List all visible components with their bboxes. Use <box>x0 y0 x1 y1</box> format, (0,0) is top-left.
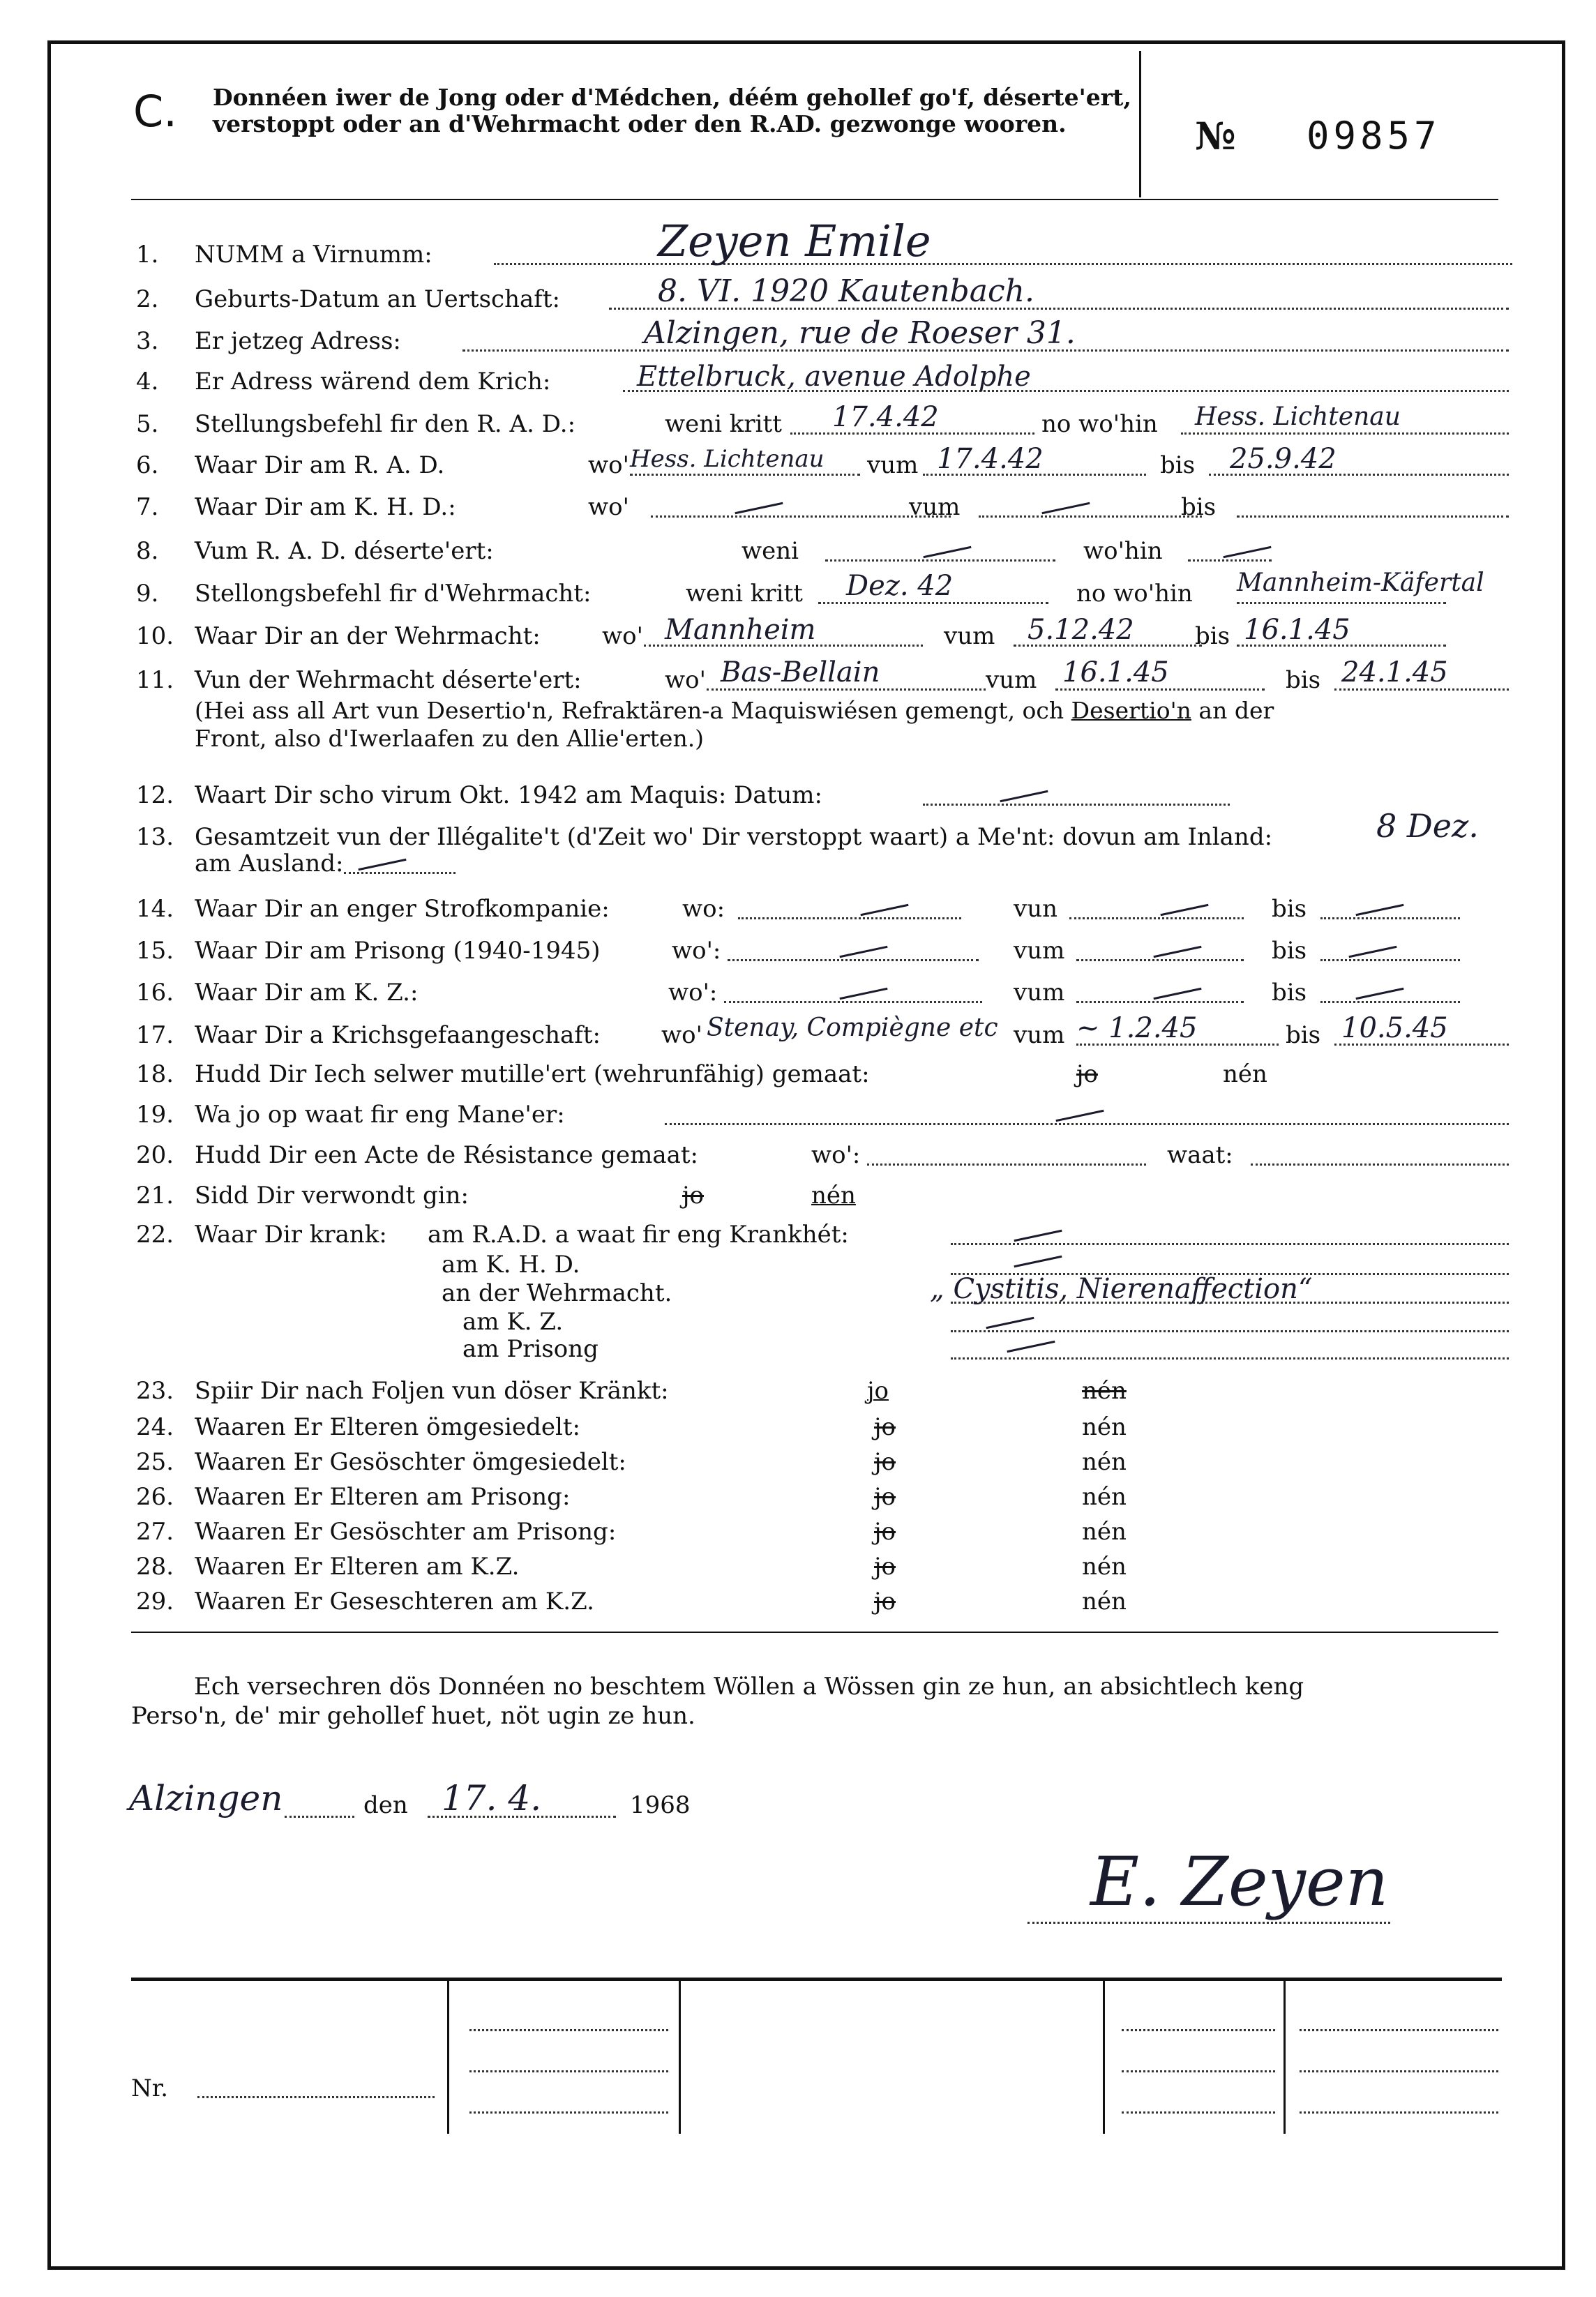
dotted-line <box>469 2029 668 2031</box>
option-nen: nén <box>1082 1518 1127 1546</box>
dotted-line <box>738 917 961 919</box>
dotted-line <box>979 515 1202 518</box>
label-vum: vum <box>986 666 1037 694</box>
label-siblings-kz: Waaren Er Geseschteren am K.Z. <box>195 1588 594 1616</box>
dotted-line <box>1122 2111 1275 2114</box>
header-divider <box>1139 51 1141 197</box>
label-parents-prison: Waaren Er Elteren am Prisong: <box>195 1483 571 1511</box>
note-text: an der <box>1198 697 1274 724</box>
note-text: Front, also d'Iwerlaafen zu den Allie'erten.) <box>195 725 705 752</box>
option-jo: jo <box>1076 1060 1099 1088</box>
label-rad-desert: Vum R. A. D. déserte'ert: <box>195 537 494 565</box>
footer-nr-label: Nr. <box>131 2074 169 2102</box>
dotted-line <box>728 959 979 961</box>
dotted-line <box>665 1123 1509 1125</box>
label-rad: Waar Dir am R. A. D. <box>195 451 445 479</box>
option-jo: jo <box>874 1518 896 1546</box>
dotted-line <box>1237 602 1446 604</box>
row-number: 26. <box>136 1483 174 1511</box>
option-jo: jo <box>867 1377 889 1405</box>
label-war-address: Er Adress wärend dem Krich: <box>195 368 551 396</box>
dash-mark <box>839 946 887 958</box>
dash-mark <box>1355 988 1403 1000</box>
label-wehrmacht-desert: Vun der Wehrmacht déserte'ert: <box>195 666 582 694</box>
row-number: 9. <box>136 580 159 608</box>
row-number: 2. <box>136 285 159 313</box>
footer-rule <box>131 1978 1502 1981</box>
declaration-line: Ech versechren dös Donnéen no beschtem Wöllen a Wössen gin ze hun, an absichtlech keng <box>194 1673 1304 1701</box>
dash-mark <box>1348 946 1396 958</box>
label-sick-prison: am Prisong <box>462 1335 598 1363</box>
label-sick-rad: am R.A.D. a waat fir eng Krankhét: <box>428 1221 849 1249</box>
value-war-address: Ettelbruck, avenue Adolphe <box>637 361 1031 393</box>
label-resistance: Hudd Dir een Acte de Résistance gemaat: <box>195 1141 698 1169</box>
dotted-line <box>1076 959 1244 961</box>
label-wo: wo' <box>602 622 643 650</box>
label-bis: bis <box>1272 979 1307 1007</box>
label-siblings-resettled: Waaren Er Gesöschter ömgesiedelt: <box>195 1448 626 1476</box>
label-weni: weni kritt <box>665 410 782 438</box>
label-bis: bis <box>1286 1021 1321 1049</box>
number-symbol: № <box>1195 114 1236 158</box>
label-rad-order: Stellungsbefehl fir den R. A. D.: <box>195 410 576 438</box>
desertion-note <box>195 698 1274 724</box>
row-number: 6. <box>136 451 159 479</box>
value-pow-to: 10.5.45 <box>1341 1012 1448 1044</box>
label-consequences: Spiir Dir nach Foljen vun döser Kränkt: <box>195 1377 669 1405</box>
row-number: 8. <box>136 537 159 565</box>
value-name: Zeyen Emile <box>658 216 931 266</box>
option-nen: nén <box>1082 1413 1127 1441</box>
value-rad-order-place: Hess. Lichtenau <box>1195 402 1401 431</box>
label-sick-wehrmacht: an der Wehrmacht. <box>442 1279 672 1307</box>
dotted-line <box>951 1330 1509 1332</box>
dotted-line <box>867 1163 1146 1166</box>
label-nowohin: no wo'hin <box>1041 410 1158 438</box>
option-jo: jo <box>874 1448 896 1476</box>
row-number: 18. <box>136 1060 174 1088</box>
dotted-line <box>951 1243 1509 1245</box>
label-penal-company: Waar Dir an enger Strofkompanie: <box>195 895 610 923</box>
dotted-line <box>651 515 951 518</box>
value-wehrmacht-from: 5.12.42 <box>1027 614 1134 646</box>
dotted-line <box>469 2111 668 2114</box>
option-nen: nén <box>1082 1483 1127 1511</box>
row-number: 5. <box>136 410 159 438</box>
dash-mark <box>735 502 783 514</box>
declaration-line: Perso'n, de' mir gehollef huet, nöt ugin ze hun. <box>131 1702 695 1730</box>
dash-mark <box>1000 790 1048 802</box>
note-text: (Hei ass all Art vun Desertio'n, Refraktären-a Maquiswiésen gemengt, och <box>195 697 1064 724</box>
option-nen: nén <box>1082 1588 1127 1616</box>
dash-mark <box>1355 904 1403 916</box>
dash-mark <box>1014 1230 1062 1242</box>
dotted-line <box>197 2096 435 2098</box>
footer-divider <box>679 1978 681 2134</box>
row-number: 28. <box>136 1553 174 1581</box>
dotted-line <box>1122 2029 1275 2031</box>
label-sick-kz: am K. Z. <box>462 1308 564 1336</box>
row-number: 11. <box>136 666 174 694</box>
option-jo: jo <box>874 1413 896 1441</box>
value-wehrmacht-place: Mannheim <box>665 614 816 646</box>
value-wehrmacht-to: 16.1.45 <box>1244 614 1350 646</box>
label-bis: bis <box>1286 666 1321 694</box>
value-desert-place: Bas-Bellain <box>721 656 880 688</box>
section-letter: C. <box>133 86 177 137</box>
row-number: 3. <box>136 327 159 355</box>
dotted-line <box>1188 559 1272 562</box>
label-wehrmacht-order: Stellongsbefehl fir d'Wehrmacht: <box>195 580 592 608</box>
dotted-line <box>344 872 456 874</box>
dotted-line <box>1320 959 1460 961</box>
label-abroad: am Ausland: <box>195 850 344 878</box>
row-number: 25. <box>136 1448 174 1476</box>
label-maquis: Waart Dir scho virum Okt. 1942 am Maquis: Datum: <box>195 781 822 809</box>
label-name: NUMM a Virnumm: <box>195 241 432 269</box>
option-jo: jo <box>874 1553 896 1581</box>
dash-mark <box>860 904 908 916</box>
dash-mark <box>1041 502 1090 514</box>
dash-mark <box>1153 988 1201 1000</box>
label-illegality: Gesamtzeit vun der Illégalite't (d'Zeit wo' Dir verstoppt waart) a Me'nt: dovun am Inland: <box>195 823 1273 851</box>
signature: E. Zeyen <box>1090 1843 1389 1921</box>
label-wo: wo' <box>661 1021 702 1049</box>
label-manner: Wa jo op waat fir eng Mane'er: <box>195 1101 565 1129</box>
row-number: 10. <box>136 622 174 650</box>
label-bis: bis <box>1181 493 1217 521</box>
label-bis: bis <box>1195 622 1230 650</box>
label-birth: Geburts-Datum an Uertschaft: <box>195 285 560 313</box>
row-number: 4. <box>136 368 159 396</box>
dash-mark <box>1014 1256 1062 1267</box>
label-wo: wo: <box>682 895 725 923</box>
dotted-line <box>825 559 1055 562</box>
value-rad-from: 17.4.42 <box>937 443 1044 475</box>
row-number: 24. <box>136 1413 174 1441</box>
label-vum: vum <box>867 451 919 479</box>
label-nowohin: no wo'hin <box>1076 580 1193 608</box>
label-prison: Waar Dir am Prisong (1940-1945) <box>195 937 601 965</box>
option-jo: jo <box>874 1588 896 1616</box>
label-bis: bis <box>1160 451 1196 479</box>
label-kz: Waar Dir am K. Z.: <box>195 979 419 1007</box>
dash-mark <box>839 988 887 1000</box>
dotted-line <box>1300 2111 1498 2114</box>
label-sick-khd: am K. H. D. <box>442 1251 580 1279</box>
dotted-line <box>1300 2029 1498 2031</box>
label-vum: vum <box>1014 979 1065 1007</box>
value-address: Alzingen, rue de Roeser 31. <box>644 315 1076 351</box>
option-nen: nén <box>1082 1553 1127 1581</box>
dash-mark <box>1223 546 1271 558</box>
dash-mark <box>358 859 406 871</box>
value-inland: 8 Dez. <box>1376 807 1479 845</box>
dotted-line <box>923 804 1230 806</box>
section-rule <box>131 1632 1498 1633</box>
label-pow: Waar Dir a Krichsgefaangeschaft: <box>195 1021 601 1049</box>
value-pow-place: Stenay, Compiègne etc <box>707 1014 998 1042</box>
dotted-line <box>1320 1001 1460 1003</box>
label-vum: vum <box>909 493 961 521</box>
label-wo: wo' <box>588 451 629 479</box>
row-number: 12. <box>136 781 174 809</box>
label-wo: wo': <box>811 1141 861 1169</box>
value-desert-from: 16.1.45 <box>1062 656 1169 688</box>
dash-mark <box>1153 946 1201 958</box>
row-number: 19. <box>136 1101 174 1129</box>
row-number: 20. <box>136 1141 174 1169</box>
option-nen: nén <box>1223 1060 1267 1088</box>
label-mutilation: Hudd Dir Iech selwer mutille'ert (wehrunfähig) gemaat: <box>195 1060 870 1088</box>
label-den: den <box>363 1791 408 1819</box>
dotted-line <box>494 263 1512 265</box>
dotted-line <box>1320 917 1460 919</box>
row-number: 13. <box>136 823 174 851</box>
value-rad-to: 25.9.42 <box>1230 443 1337 475</box>
label-wo: wo': <box>672 937 721 965</box>
row-number: 22. <box>136 1221 174 1249</box>
label-wo: wo' <box>665 666 706 694</box>
row-number: 14. <box>136 895 174 923</box>
row-number: 21. <box>136 1182 174 1210</box>
signature-date: 17. 4. <box>442 1778 542 1818</box>
label-bis: bis <box>1272 937 1307 965</box>
option-nen: nén <box>811 1182 856 1210</box>
label-sick: Waar Dir krank: <box>195 1221 387 1249</box>
row-number: 15. <box>136 937 174 965</box>
signature-place: Alzingen <box>129 1778 283 1818</box>
form-title: Donnéen iwer de Jong oder d'Médchen, déém gehollef go'f, déserte'ert, verstoppt oder an d'Wehrmacht oder den R.AD. gezwonge wooren. <box>213 84 1131 137</box>
label-waat: waat: <box>1167 1141 1233 1169</box>
dotted-line <box>1027 1922 1390 1924</box>
dotted-line <box>1076 1001 1244 1003</box>
dash-mark <box>986 1317 1034 1329</box>
row-number: 27. <box>136 1518 174 1546</box>
dotted-line <box>1300 2070 1498 2072</box>
label-wounded: Sidd Dir verwondt gin: <box>195 1182 469 1210</box>
dash-mark <box>1055 1110 1104 1122</box>
label-vum: vum <box>1014 1021 1065 1049</box>
label-wohin: wo'hin <box>1083 537 1163 565</box>
dotted-line <box>724 1001 982 1003</box>
row-number: 1. <box>136 241 159 269</box>
value-rad-order-date: 17.4.42 <box>832 401 939 433</box>
dotted-line <box>1122 2070 1275 2072</box>
footer-divider <box>1103 1978 1105 2134</box>
value-wehrmacht-order-place: Mannheim-Käfertal <box>1237 568 1484 597</box>
dotted-line <box>1069 917 1244 919</box>
dotted-line <box>285 1816 354 1818</box>
value-wehrmacht-order-date: Dez. 42 <box>846 570 954 602</box>
label-vum: vum <box>944 622 995 650</box>
value-birth: 8. VI. 1920 Kautenbach. <box>658 273 1034 309</box>
label-wo: wo': <box>668 979 718 1007</box>
value-desert-to: 24.1.45 <box>1341 656 1448 688</box>
dash-mark <box>1007 1341 1055 1353</box>
label-parents-resettled: Waaren Er Elteren ömgesiedelt: <box>195 1413 580 1441</box>
label-wehrmacht: Waar Dir an der Wehrmacht: <box>195 622 541 650</box>
signature-year: 1968 <box>630 1791 691 1819</box>
dotted-line <box>1237 515 1509 518</box>
value-pow-from: ~ 1.2.45 <box>1076 1012 1198 1044</box>
option-jo: jo <box>682 1182 705 1210</box>
row-number: 23. <box>136 1377 174 1405</box>
option-jo: jo <box>874 1483 896 1511</box>
dash-mark <box>923 546 971 558</box>
row-number: 17. <box>136 1021 174 1049</box>
label-khd: Waar Dir am K. H. D.: <box>195 493 456 521</box>
footer-divider <box>1283 1978 1286 2134</box>
row-number: 16. <box>136 979 174 1007</box>
label-vum: vun <box>1014 895 1058 923</box>
header-rule <box>131 199 1498 200</box>
option-nen: nén <box>1082 1377 1127 1405</box>
label-parents-kz: Waaren Er Elteren am K.Z. <box>195 1553 520 1581</box>
note-underlined: Desertio'n <box>1071 697 1191 724</box>
form-sheet <box>47 40 1565 2270</box>
value-illness: „ Cystitis, Nierenaffection“ <box>930 1273 1313 1305</box>
row-number: 7. <box>136 493 159 521</box>
label-vum: vum <box>1014 937 1065 965</box>
label-siblings-prison: Waaren Er Gesöschter am Prisong: <box>195 1518 617 1546</box>
dotted-line <box>469 2070 668 2072</box>
label-address: Er jetzeg Adress: <box>195 327 401 355</box>
row-number: 29. <box>136 1588 174 1616</box>
label-bis: bis <box>1272 895 1307 923</box>
form-number: 09857 <box>1307 114 1441 158</box>
dotted-line <box>951 1357 1509 1360</box>
label-weni: weni <box>741 537 799 565</box>
dotted-line <box>1251 1163 1509 1166</box>
dash-mark <box>1160 904 1208 916</box>
label-weni: weni kritt <box>686 580 803 608</box>
footer-divider <box>447 1978 449 2134</box>
value-rad-place: Hess. Lichtenau <box>630 445 825 473</box>
option-nen: nén <box>1082 1448 1127 1476</box>
label-wo: wo' <box>588 493 629 521</box>
